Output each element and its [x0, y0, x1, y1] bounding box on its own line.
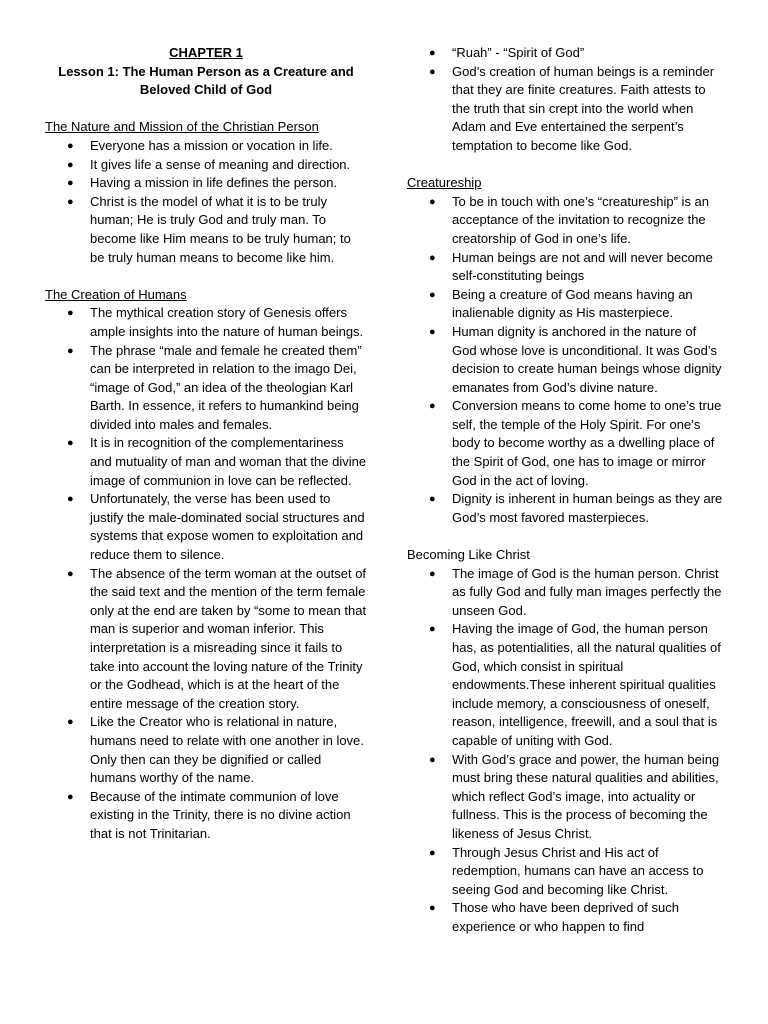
bullet-icon: ● [429, 65, 436, 78]
spacer [407, 527, 723, 546]
left-column [45, 44, 367, 844]
list-item-text: The mythical creation story of Genesis offers ample insights into the nature of human beings. [90, 305, 364, 339]
bullet-icon: ● [67, 567, 74, 580]
bullet-icon: ● [67, 177, 74, 190]
list-item [45, 174, 367, 193]
list-item-text: With God’s grace and power, the human being must bring these natural qualities and abilities, which reflect God’s image, into actuality or fullness. This is the process of becoming the likeness of Jesus Christ. [452, 751, 720, 841]
list-item [45, 304, 367, 341]
list-item [407, 490, 723, 527]
list-item-text: It gives life a sense of meaning and direction. [90, 156, 351, 172]
section-heading-creatureship: Creatureship [407, 175, 482, 191]
bullet-list-continued [407, 44, 723, 156]
list-item [407, 323, 723, 397]
bullet-icon: ● [67, 158, 74, 171]
bullet-icon: ● [429, 400, 436, 413]
section-heading-creation-of-humans: The Creation of Humans [45, 286, 187, 302]
list-item [407, 899, 723, 936]
bullet-list-nature-mission [45, 137, 367, 267]
list-item [45, 193, 367, 267]
bullet-icon: ● [429, 47, 436, 59]
list-item-text: Because of the intimate communion of love existing in the Trinity, there is no divine action that is not Trinitarian. [90, 788, 351, 841]
list-item-text: Like the Creator who is relational in nature, humans need to relate with one another in love. Only then can they be dignified or called humans worthy of the name. [90, 714, 364, 786]
list-item [407, 286, 723, 323]
bullet-icon: ● [429, 846, 436, 859]
list-item-text: The phrase “male and female he created them” can be interpreted in relation to the imago Dei, “image of God,” an idea of the theologian Karl Barth. In essence, it refers to humankind being divided into males and females. [90, 342, 362, 432]
bullet-list-becoming-like-christ [407, 565, 723, 937]
list-item [407, 249, 723, 286]
list-item-text: Through Jesus Christ and His act of redemption, humans can have an access to seeing God and becoming like Christ. [452, 844, 704, 897]
spacer [407, 156, 723, 175]
bullet-icon: ● [67, 790, 74, 803]
list-item-text: Having the image of God, the human person has, as potentialities, all the natural qualities of God, which consist in spiritual endowments.These inherent spiritual qualities include memory, a consciousness of oneself, reason, intelligence, freewill, and a soul that is capable of uniting with God. [452, 621, 721, 748]
bullet-list-creation-of-humans [45, 304, 367, 843]
bullet-icon: ● [429, 288, 436, 301]
list-item [45, 156, 367, 175]
bullet-icon: ● [67, 307, 74, 320]
bullet-icon: ● [429, 251, 436, 264]
list-item [407, 751, 723, 844]
list-item-text: Christ is the model of what it is to be truly human; He is truly God and truly man. To become like Him means to be truly human; to be truly human means to become like him. [90, 193, 351, 265]
bullet-icon: ● [429, 493, 436, 506]
list-item-text: Everyone has a mission or vocation in life. [90, 137, 333, 153]
list-item [45, 434, 367, 490]
list-item [407, 844, 723, 900]
list-item [45, 788, 367, 844]
list-item [407, 620, 723, 750]
list-item-text: Human beings are not and will never become self-constituting beings [452, 249, 713, 284]
list-item-text: The absence of the term woman at the outset of the said text and the mention of the term female only at the end are taken by “some to mean that man is superior and woman inferior. This interpretation is a misreading since it fails to take into account the loving nature of the Trinity or the Godhead, which is at the heart of the entire message of the creation story. [90, 565, 367, 711]
bullet-icon: ● [429, 325, 436, 338]
bullet-icon: ● [429, 623, 436, 636]
spacer [45, 267, 367, 286]
list-item [45, 490, 367, 564]
list-item-text: To be in touch with one’s “creatureship” is an acceptance of the invitation to recognize the creatorship of God in one’s life. [452, 193, 710, 246]
list-item [45, 565, 367, 714]
bullet-icon: ● [429, 902, 436, 915]
bullet-icon: ● [67, 139, 74, 152]
list-item [45, 342, 367, 435]
title-block [45, 44, 367, 100]
bullet-icon: ● [67, 195, 74, 208]
lesson-title-line2: Beloved Child of God [139, 82, 273, 98]
list-item [45, 137, 367, 156]
list-item-text: Unfortunately, the verse has been used to justify the male-dominated social structures and systems that expose women to exploitation and reduce them to silence. [90, 491, 365, 563]
bullet-icon: ● [429, 567, 436, 580]
list-item [407, 44, 723, 63]
list-item-text: The image of God is the human person. Christ as fully God and fully man images perfectly the unseen God. [452, 565, 722, 618]
list-item [407, 397, 723, 490]
right-column [407, 44, 723, 937]
chapter-title: CHAPTER 1 [169, 45, 243, 60]
list-item-text: God’s creation of human beings is a reminder that they are finite creatures. Faith attests to the truth that sin crept into the world when Adam and Eve entertained the serpent’s temptation to become like God. [452, 63, 715, 153]
list-item-text: It is in recognition of the complementariness and mutuality of man and woman that the divine image of communion in love can be reflected. [90, 435, 367, 488]
section-heading-becoming-like-christ: Becoming Like Christ [407, 547, 530, 563]
list-item [45, 713, 367, 787]
list-item-text: Human dignity is anchored in the nature of God whose love is unconditional. It was God’s decision to create human beings whose dignity emanates from God’s divine nature. [452, 323, 722, 395]
list-item [407, 63, 723, 156]
list-item-text: Dignity is inherent in human beings as they are God’s most favored masterpieces. [452, 491, 723, 525]
bullet-list-creatureship [407, 193, 723, 528]
section-heading-nature-mission: The Nature and Mission of the Christian Person [45, 119, 319, 135]
list-item [407, 565, 723, 621]
list-item-text: Those who have been deprived of such experience or who happen to find [452, 900, 679, 934]
bullet-icon: ● [429, 195, 436, 208]
bullet-icon: ● [67, 716, 74, 729]
list-item [407, 193, 723, 249]
lesson-title-line1: Lesson 1: The Human Person as a Creature and [58, 63, 354, 79]
bullet-icon: ● [429, 753, 436, 766]
list-item-text: Being a creature of God means having an inalienable dignity as His masterpiece. [452, 286, 693, 321]
bullet-icon: ● [67, 493, 74, 506]
bullet-icon: ● [67, 344, 74, 357]
list-item-text: Having a mission in life defines the person. [90, 175, 338, 191]
list-item-text: “Ruah” - “Spirit of God” [452, 45, 585, 60]
bullet-icon: ● [67, 437, 74, 450]
spacer [45, 100, 367, 119]
list-item-text: Conversion means to come home to one’s true self, the temple of the Holy Spirit. For one’s body to become worthy as a dwelling place of the Spirit of God, one has to image or mirror God in the act of loving. [452, 398, 722, 488]
